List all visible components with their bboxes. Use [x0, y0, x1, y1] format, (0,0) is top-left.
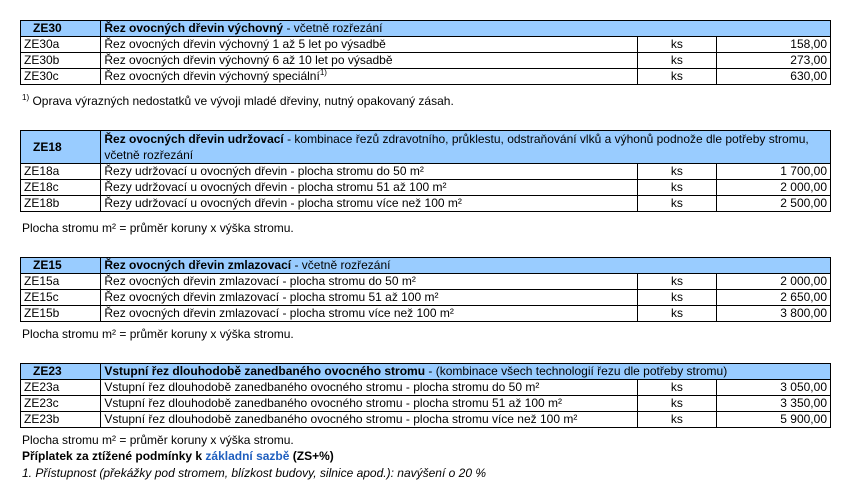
section-title: Řez ovocných dřevin udržovací - kombinace řezů zdravotního, průklestu, odstraňování vlků a výhonů podnože dle potřeby stromu, včetně rozřezání — [101, 131, 831, 164]
footnote-marker: 1) — [319, 68, 327, 77]
table-ze30 — [20, 20, 831, 85]
item-unit: ks — [638, 164, 716, 180]
section-code: ZE30 — [21, 21, 101, 37]
table-row — [21, 412, 831, 428]
item-code: ZE15c — [21, 290, 101, 306]
item-description: Řez ovocných dřevin zmlazovací - plocha stromu 51 až 100 m² — [101, 290, 638, 306]
table-row — [21, 164, 831, 180]
item-price: 158,00 — [716, 37, 830, 53]
item-description: Vstupní řez dlouhodobě zanedbaného ovocného stromu - plocha stromu do 50 m² — [101, 380, 638, 396]
item-price: 3 350,00 — [716, 396, 830, 412]
table-row — [21, 290, 831, 306]
item-code: ZE18c — [21, 180, 101, 196]
table-row — [21, 69, 831, 85]
item-price: 1 700,00 — [716, 164, 830, 180]
item-code: ZE30a — [21, 37, 101, 53]
table-row — [21, 53, 831, 69]
item-unit: ks — [638, 180, 716, 196]
section-title: Řez ovocných dřevin výchovný - včetně rozřezání — [101, 21, 831, 37]
table-header-row — [21, 21, 831, 37]
item-description: Řez ovocných dřevin výchovný speciální$^{1)}$ — [101, 69, 638, 85]
item-description: Řezy udržovací u ovocných dřevin - plocha stromu 51 až 100 m² — [101, 180, 638, 196]
item-code: ZE30c — [21, 69, 101, 85]
item-unit: ks — [638, 396, 716, 412]
table-row — [21, 396, 831, 412]
section-code: ZE18 — [21, 131, 101, 164]
section-code: ZE23 — [21, 364, 101, 380]
item-price: 3 800,00 — [716, 306, 830, 322]
section-title: Vstupní řez dlouhodobě zanedbaného ovocného stromu - (kombinace všech technologií řezu dle potřeby stromu) — [101, 364, 831, 380]
item-price: 273,00 — [716, 53, 830, 69]
item-code: ZE23c — [21, 396, 101, 412]
item-description: Řez ovocných dřevin výchovný 1 až 5 let po výsadbě — [101, 37, 638, 53]
table-row — [21, 380, 831, 396]
item-unit: ks — [638, 380, 716, 396]
surcharge-item: 1. Přístupnost (překážky pod stromem, blízkost budovy, silnice apod.): navýšení o 20 % — [22, 466, 486, 480]
table-ze18 — [20, 130, 831, 212]
item-code: ZE15a — [21, 274, 101, 290]
item-unit: ks — [638, 290, 716, 306]
item-description: Řezy udržovací u ovocných dřevin - plocha stromu více než 100 m² — [101, 196, 638, 212]
item-code: ZE18b — [21, 196, 101, 212]
item-description: Vstupní řez dlouhodobě zanedbaného ovocného stromu - plocha stromu 51 až 100 m² — [101, 396, 638, 412]
item-unit: ks — [638, 37, 716, 53]
area-note: Plocha stromu m² = průměr koruny x výška stromu. — [22, 327, 294, 341]
base-rate-link: základní sazbě — [205, 449, 290, 463]
item-price: 2 650,00 — [716, 290, 830, 306]
item-price: 2 000,00 — [716, 274, 830, 290]
item-code: ZE15b — [21, 306, 101, 322]
table-header-row — [21, 364, 831, 380]
item-price: 2 000,00 — [716, 180, 830, 196]
item-description: Řez ovocných dřevin výchovný 6 až 10 let po výsadbě — [101, 53, 638, 69]
table-header-row — [21, 131, 831, 164]
item-description: Řezy udržovací u ovocných dřevin - plocha stromu do 50 m² — [101, 164, 638, 180]
footnote: $^{1)}$ Oprava výrazných nedostatků ve vývoji mladé dřeviny, nutný opakovaný zásah. — [22, 93, 454, 108]
item-price: 5 900,00 — [716, 412, 830, 428]
table-ze23 — [20, 363, 831, 428]
item-description: Řez ovocných dřevin zmlazovací - plocha stromu více než 100 m² — [101, 306, 638, 322]
area-note: Plocha stromu m² = průměr koruny x výška stromu. — [22, 433, 294, 447]
table-header-row — [21, 258, 831, 274]
item-description: Řez ovocných dřevin zmlazovací - plocha stromu do 50 m² — [101, 274, 638, 290]
item-price: 2 500,00 — [716, 196, 830, 212]
section-code: ZE15 — [21, 258, 101, 274]
item-unit: ks — [638, 306, 716, 322]
table-ze15 — [20, 257, 831, 322]
table-row — [21, 306, 831, 322]
item-unit: ks — [638, 53, 716, 69]
item-code: ZE18a — [21, 164, 101, 180]
section-title: Řez ovocných dřevin zmlazovací - včetně rozřezání — [101, 258, 831, 274]
item-unit: ks — [638, 274, 716, 290]
item-unit: ks — [638, 412, 716, 428]
table-row — [21, 37, 831, 53]
area-note: Plocha stromu m² = průměr koruny x výška stromu. — [22, 221, 294, 235]
item-unit: ks — [638, 69, 716, 85]
table-row — [21, 274, 831, 290]
item-unit: ks — [638, 196, 716, 212]
item-price: 3 050,00 — [716, 380, 830, 396]
item-price: 630,00 — [716, 69, 830, 85]
table-row — [21, 196, 831, 212]
item-code: ZE23a — [21, 380, 101, 396]
surcharge-title: Příplatek za ztížené podmínky k základní sazbě (ZS+%) — [22, 449, 334, 463]
item-code: ZE23b — [21, 412, 101, 428]
item-description: Vstupní řez dlouhodobě zanedbaného ovocného stromu - plocha stromu více než 100 m² — [101, 412, 638, 428]
table-row — [21, 180, 831, 196]
item-code: ZE30b — [21, 53, 101, 69]
